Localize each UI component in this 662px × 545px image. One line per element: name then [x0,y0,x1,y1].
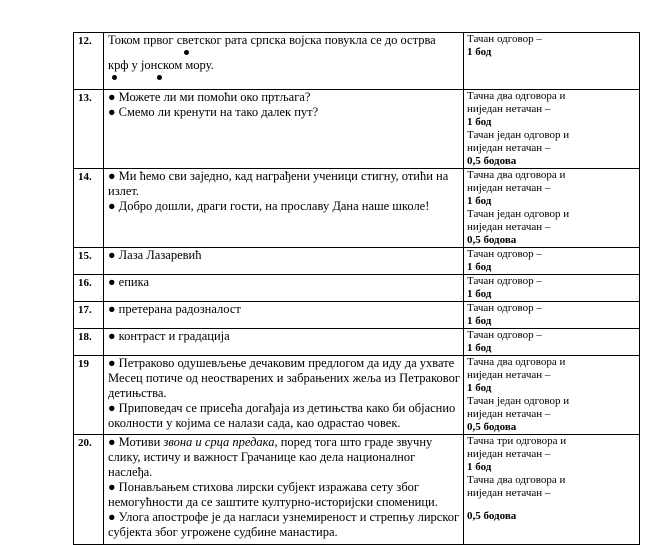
score-line: ниједан нетачан – [467,103,551,115]
answer-cell [104,435,464,545]
table-row [74,275,640,302]
answer-cell [104,356,464,435]
table-row [74,356,640,435]
dots-decoration [108,48,460,58]
question-number: 19 [74,356,104,435]
score-line: ниједан нетачан – [467,369,551,381]
dots-decoration [108,73,460,83]
score-line: Тачна три одговора и [467,435,567,447]
answer-line: ● контраст и градација [108,329,230,343]
score-line: Тачан одговор – [467,275,542,287]
answer-cell [104,90,464,169]
score-line: Тачан одговор – [467,33,542,45]
answer-line: ● Добро дошли, драги гости, на прославу Дана наше школе! [108,199,430,213]
answer-cell [104,329,464,356]
table-row [74,329,640,356]
answer-line: ● Ми ћемо сви заједно, кад награђени ученици стигну, отићи на излет. [108,169,449,198]
score-cell [464,90,640,169]
answer-cell [104,169,464,248]
score-line: Тачна два одговора и [467,356,566,368]
score-points: 1 бод [467,116,492,128]
score-points: 1 бод [467,382,492,394]
score-line: ниједан нетачан – [467,487,551,499]
table-row [74,90,640,169]
question-number: 20. [74,435,104,545]
question-number: 12. [74,33,104,90]
score-points: 0,5 бодова [467,510,517,522]
answer-line: крф у јонском мору. [108,58,214,72]
table-row [74,302,640,329]
score-points: 0,5 бодова [467,155,517,167]
answer-line: ● Приповедач се присећа догађаја из детињства како би објаснио околности у којима се налази сада, као одрастао човек. [108,401,456,430]
question-number: 17. [74,302,104,329]
score-points: 0,5 бодова [467,234,517,246]
score-cell [464,275,640,302]
question-number: 15. [74,248,104,275]
score-cell [464,169,640,248]
table-row [74,435,640,545]
score-line: Тачна два одговора и [467,169,566,181]
score-points: 0,5 бодова [467,421,517,433]
score-cell [464,302,640,329]
score-points: 1 бод [467,261,492,273]
score-line: Тачна два одговора и [467,474,566,486]
score-spacer [467,500,636,510]
score-points: 1 бод [467,342,492,354]
answer-line [108,435,460,480]
answer-italic-text: звона и срца предака [163,435,275,449]
answer-line: ● Улога апострофе је да нагласи узнемиреност и стрепњу лирског субјекта због угрожене судбине манастира. [108,510,460,539]
score-line: ниједан нетачан – [467,448,551,460]
score-line: Тачан одговор – [467,248,542,260]
score-line: ниједан нетачан – [467,142,551,154]
score-line: Тачна два одговора и [467,90,566,102]
score-cell [464,248,640,275]
scoring-table [73,32,640,545]
score-points: 1 бод [467,288,492,300]
answer-line: ● епика [108,275,150,289]
score-points: 1 бод [467,315,492,327]
score-points: 1 бод [467,461,492,473]
answer-cell [104,302,464,329]
answer-line: ● претерана радозналост [108,302,241,316]
answer-line: ● Понављањем стихова лирски субјект изражава сету због немогућности да се заштите културно-историјски споменици. [108,480,438,509]
answer-line: ● Можете ли ми помоћи око пртљага? [108,90,311,104]
question-number: 14. [74,169,104,248]
question-number: 16. [74,275,104,302]
score-cell [464,329,640,356]
answer-text: ● Мотиви [108,435,164,449]
answer-cell [104,275,464,302]
score-cell [464,356,640,435]
score-line: ниједан нетачан – [467,408,551,420]
score-line: Тачан један одговор и [467,129,570,141]
table-row [74,248,640,275]
score-cell [464,33,640,90]
score-line: Тачан одговор – [467,329,542,341]
answer-line: Током првог светског рата српска војска повукла се до острва [108,33,436,47]
table-row [74,33,640,90]
question-number: 13. [74,90,104,169]
answer-cell [104,33,464,90]
answer-text: , поред тога што граде звучну слику, истичу и важност Грачанице као дела националног наслеђа. [108,435,433,479]
table-row [74,169,640,248]
score-cell [464,435,640,545]
score-points: 1 бод [467,195,492,207]
answer-line: ● Лаза Лазаревић [108,248,202,262]
answer-line: ● Петраково одушевљење дечаковим предлогом да иду да ухвате Месец потиче од неостварених и забрањених жеља из Петраковог детињства. [108,356,460,400]
score-points: 1 бод [467,46,492,58]
score-line: Тачан одговор – [467,302,542,314]
answer-line: ● Смемо ли кренути на тако далек пут? [108,105,319,119]
score-line: Тачан један одговор и [467,208,570,220]
question-number: 18. [74,329,104,356]
answer-cell [104,248,464,275]
score-line: ниједан нетачан – [467,182,551,194]
score-line: Тачан један одговор и [467,395,570,407]
score-line: ниједан нетачан – [467,221,551,233]
